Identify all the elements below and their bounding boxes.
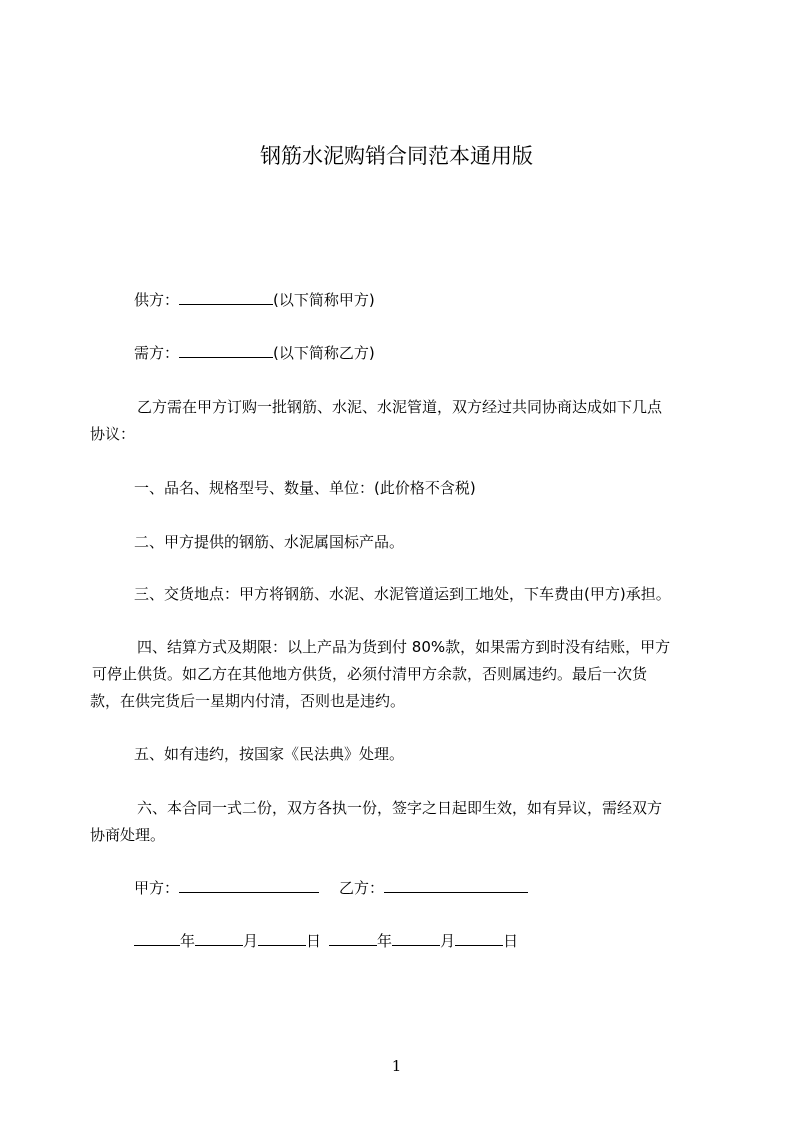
party-b-signature-blank <box>384 878 528 893</box>
clause-4-line-3: 款，在供完货后一星期内付清，否则也是违约。 <box>90 692 406 710</box>
party-b-day-label: 日 <box>503 932 519 950</box>
intro-line-2: 协议： <box>90 425 136 443</box>
buyer-suffix: (以下简称乙方) <box>273 344 375 362</box>
buyer-blank <box>179 343 273 358</box>
party-a-year-blank <box>134 931 180 946</box>
supplier-line <box>134 290 375 310</box>
supplier-suffix: (以下简称甲方) <box>273 291 375 309</box>
clause-5: 五、如有违约，按国家《民法典》处理。 <box>134 745 405 763</box>
buyer-line <box>134 343 375 363</box>
party-b-year-label: 年 <box>377 932 393 950</box>
party-a-month-label: 月 <box>243 932 259 950</box>
clause-4-line-1: 四、结算方式及期限：以上产品为货到付 80%款，如果需方到时没有结账，甲方 <box>137 638 671 656</box>
supplier-blank <box>179 290 273 305</box>
party-b-day-blank <box>455 931 503 946</box>
document-title: 钢筋水泥购销合同范本通用版 <box>260 144 533 168</box>
party-b-month-label: 月 <box>440 932 456 950</box>
signature-line <box>134 878 528 898</box>
clause-6-line-2: 协商处理。 <box>90 826 166 844</box>
party-a-year-label: 年 <box>180 932 196 950</box>
clause-3: 三、交货地点：甲方将钢筋、水泥、水泥管道运到工地处，下车费由(甲方)承担。 <box>134 585 671 603</box>
clause-2: 二、甲方提供的钢筋、水泥属国标产品。 <box>134 533 405 551</box>
supplier-label: 供方： <box>134 291 180 309</box>
clause-1: 一、品名、规格型号、数量、单位：(此价格不含税) <box>134 479 476 497</box>
intro-line-1: 乙方需在甲方订购一批钢筋、水泥、水泥管道，双方经过共同协商达成如下几点 <box>137 398 663 416</box>
clause-6 <box>90 795 710 849</box>
party-b-label: 乙方： <box>339 879 385 897</box>
buyer-label: 需方： <box>134 344 180 362</box>
party-a-signature-blank <box>179 878 319 893</box>
clause-6-line-1: 六、本合同一式二份，双方各执一份，签字之日起即生效，如有异议，需经双方 <box>137 799 663 817</box>
date-line <box>134 931 518 951</box>
party-a-label: 甲方： <box>134 879 180 897</box>
party-a-day-label: 日 <box>306 932 322 950</box>
clause-4 <box>90 634 710 715</box>
clause-4-line-2: 可停止供货。如乙方在其他地方供货，必须付清甲方余款，否则属违约。最后一次货 <box>92 665 648 683</box>
party-a-month-blank <box>195 931 243 946</box>
page-number: 1 <box>391 1057 402 1075</box>
party-b-month-blank <box>392 931 440 946</box>
intro-paragraph <box>90 394 710 448</box>
party-a-day-blank <box>258 931 306 946</box>
party-b-year-blank <box>329 931 377 946</box>
